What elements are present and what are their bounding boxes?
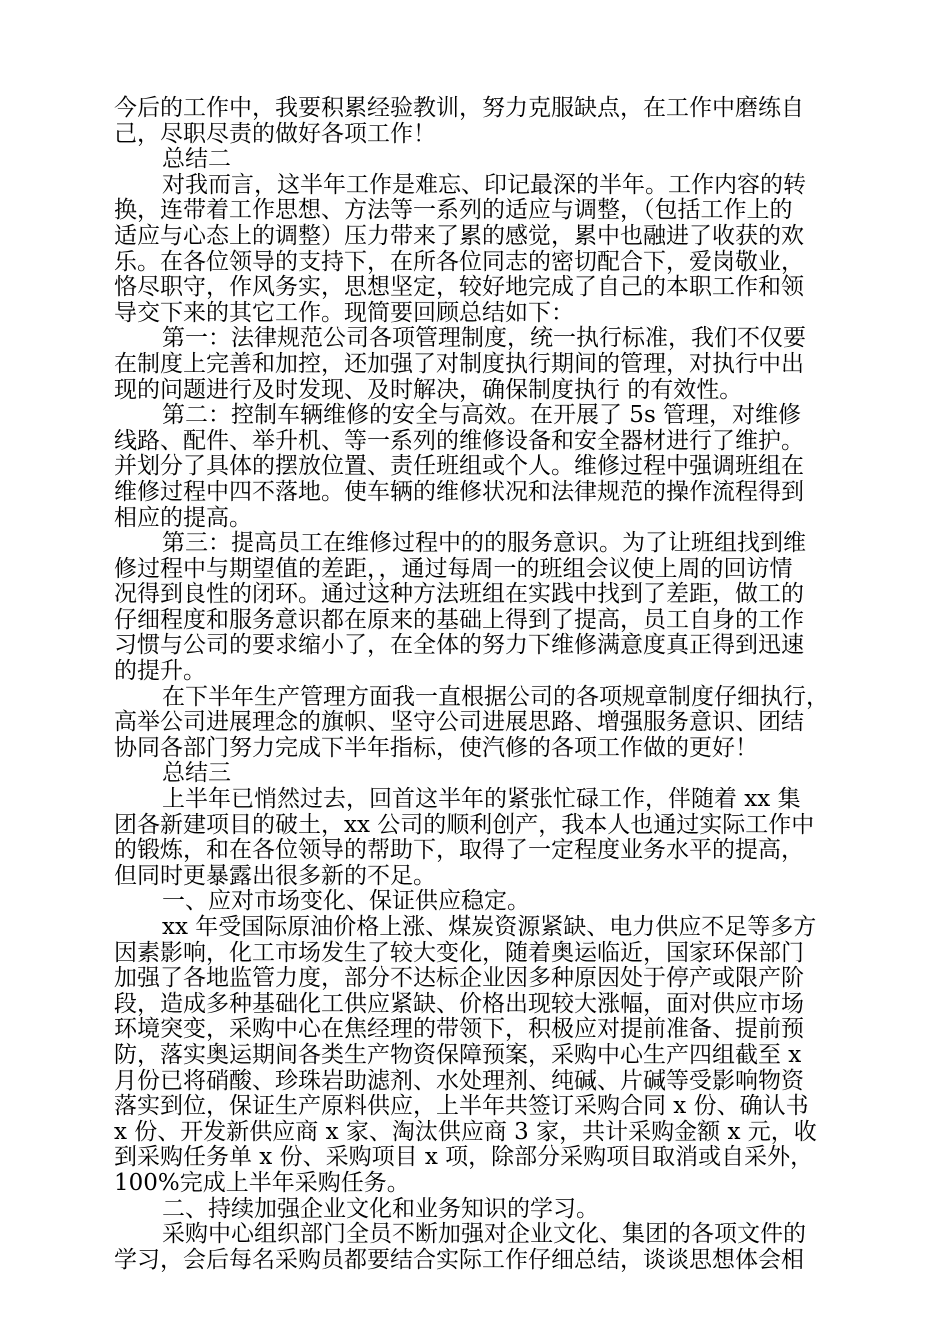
text-line: 团各新建项目的破土，xx 公司的顺利创产，我本人也通过实际工作中 (114, 811, 815, 838)
text-line: 恪尽职守，作风务实，思想坚定，较好地完成了自己的本职工作和领 (114, 274, 804, 301)
text-line: 的提升。 (114, 658, 206, 685)
subheading: 一、应对市场变化、保证供应稳定。 (162, 888, 530, 915)
text-line: 高举公司进展理念的旗帜、坚守公司进展思路、增强服务意识、团结 (114, 709, 804, 736)
text-line: 现的问题进行及时发现、及时解决，确保制度执行 的有效性。 (114, 376, 743, 403)
text-line: 但同时更暴露出很多新的不足。 (114, 862, 436, 889)
text-line: 到采购任务单 x 份、采购项目 x 项，除部分采购项目取消或自采外， (114, 1144, 814, 1171)
text-line: 己，尽职尽责的做好各项工作！ (114, 120, 436, 147)
text-line: 防，落实奥运期间各类生产物资保障预案，采购中心生产四组截至 x (114, 1041, 802, 1068)
text-line: 的锻炼，和在各位领导的帮助下，取得了一定程度业务水平的提高， (114, 837, 804, 864)
text-line: 乐。在各位领导的支持下，在所各位同志的密切配合下，爱岗敬业， (114, 248, 804, 275)
subheading: 二、持续加强企业文化和业务知识的学习。 (162, 1195, 599, 1222)
text-line: 第二：控制车辆维修的安全与高效。在开展了 5s 管理，对维修 (162, 402, 802, 429)
text-line: 导交下来的其它工作。现简要回顾总结如下： (114, 299, 574, 326)
section-heading: 总结二 (162, 146, 231, 173)
text-line: 环境突变，采购中心在焦经理的带领下，积极应对提前准备、提前预 (114, 1016, 804, 1043)
text-line: 采购中心组织部门全员不断加强对企业文化、集团的各项文件的 (162, 1221, 806, 1248)
text-line: 线路、配件、举升机、等一系列的维修设备和安全器材进行了维护。 (114, 427, 804, 454)
text-line: 因素影响，化工市场发生了较大变化，随着奥运临近，国家环保部门 (114, 939, 804, 966)
text-line: 对我而言，这半年工作是难忘、印记最深的半年。工作内容的转 (162, 171, 806, 198)
text-line: 100%完成上半年采购任务。 (114, 1169, 410, 1196)
document-page (114, 96, 839, 1273)
text-line: 况得到良性的闭环。通过这种方法班组在实践中找到了差距，做工的 (114, 581, 804, 608)
text-line: 换，连带着工作思想、方法等一系列的适应与调整，（包括工作上的 (114, 197, 793, 224)
text-line: 在下半年生产管理方面我一直根据公司的各项规章制度仔细执行， (162, 683, 829, 710)
text-line: 在制度上完善和加控，还加强了对制度执行期间的管理，对执行中出 (114, 350, 804, 377)
text-line: 仔细程度和服务意识都在原来的基础上得到了提高，员工自身的工作 (114, 606, 804, 633)
text-line: 学习，会后每名采购员都要结合实际工作仔细总结，谈谈思想体会相 (114, 1246, 804, 1273)
text-line: 习惯与公司的要求缩小了，在全体的努力下维修满意度真正得到迅速 (114, 632, 804, 659)
text-line: 加强了各地监管力度，部分不达标企业因多种原因处于停产或限产阶 (114, 965, 804, 992)
text-line: x 份、开发新供应商 x 家、淘汰供应商 3 家，共计采购金额 x 元，收 (114, 1118, 817, 1145)
text-line: 上半年已悄然过去，回首这半年的紧张忙碌工作，伴随着 xx 集 (162, 786, 801, 813)
section-heading: 总结三 (162, 760, 231, 787)
text-line: 今后的工作中，我要积累经验教训，努力克服缺点，在工作中磨练自 (114, 95, 804, 121)
text-line: 维修过程中四不落地。使车辆的维修状况和法律规范的操作流程得到 (114, 478, 804, 505)
text-line: 段，造成多种基础化工供应紧缺、价格出现较大涨幅，面对供应市场 (114, 990, 804, 1017)
text-line: 第三：提高员工在维修过程中的的服务意识。为了让班组找到维 (162, 530, 806, 557)
text-line: 适应与心态上的调整）压力带来了累的感觉，累中也融进了收获的欢 (114, 222, 804, 249)
text-line: 落实到位，保证生产原料供应，上半年共签订采购合同 x 份、确认书 (114, 1093, 809, 1120)
text-line: 修过程中与期望值的差距，，通过每周一的班组会议使上周的回访情 (114, 555, 793, 582)
text-line: xx 年受国际原油价格上涨、煤炭资源紧缺、电力供应不足等多方 (162, 914, 817, 940)
text-line: 协同各部门努力完成下半年指标，使汽修的各项工作做的更好！ (114, 734, 758, 761)
text-line: 月份已将硝酸、珍珠岩助滤剂、水处理剂、纯碱、片碱等受影响物资 (114, 1067, 804, 1094)
text-line: 第一：法律规范公司各项管理制度，统一执行标准，我们不仅要 (162, 325, 806, 352)
text-line: 相应的提高。 (114, 504, 252, 531)
text-line: 并划分了具体的摆放位置、责任班组或个人。维修过程中强调班组在 (114, 453, 804, 480)
